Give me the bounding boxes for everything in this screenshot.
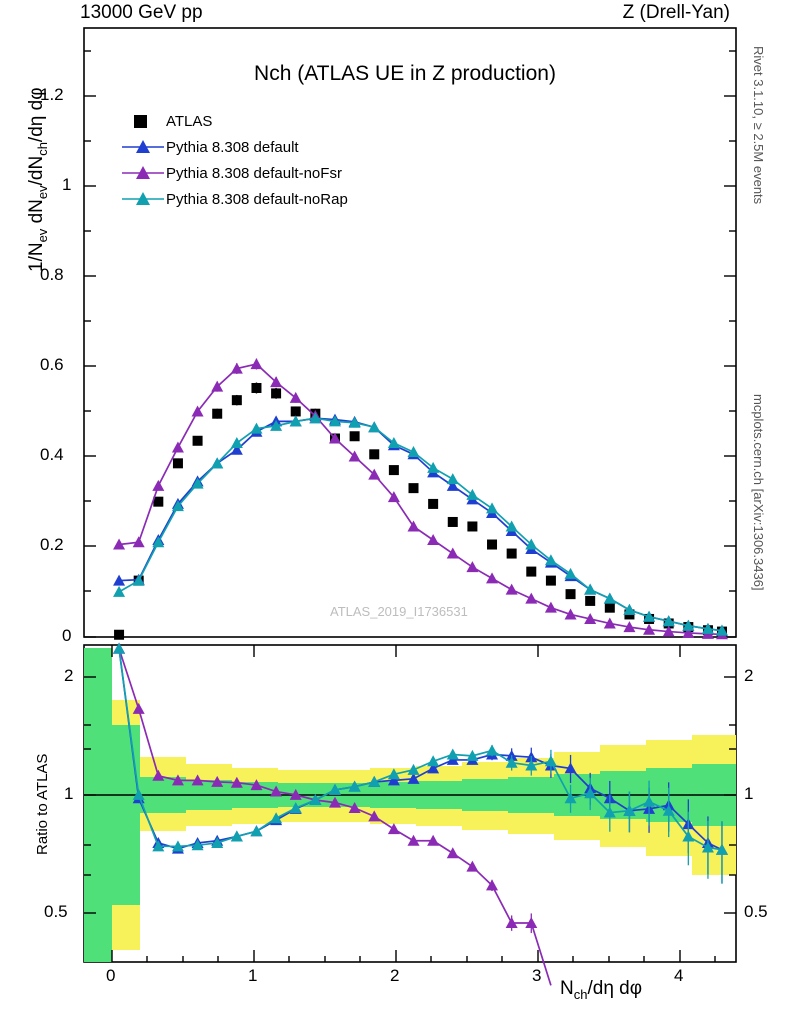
xtick-3: 3 [532,966,542,985]
xtick-4: 4 [674,966,684,985]
side-note-top: Rivet 3.1.10, ≥ 2.5M events [751,46,766,205]
legend-marker-triangle-purple [120,163,166,183]
legend-label-3: Pythia 8.308 default-noRap [166,190,348,208]
legend-entry-3 [120,186,348,212]
ratio-ylabel: Ratio to ATLAS [34,753,51,855]
main-ytick-1: 1 [62,175,72,194]
ratio-ytick-1-right: 1 [744,784,754,803]
legend [120,108,348,212]
main-ytick-0: 0 [62,626,72,645]
main-ytick-1-2: 1.2 [40,85,64,104]
header-left: 13000 GeV pp [80,2,203,23]
legend-marker-triangle-teal [120,189,166,209]
legend-label-0: ATLAS [166,112,213,130]
ratio-ytick-0-5-right: 0.5 [744,902,768,921]
legend-entry-1 [120,134,348,160]
xtick-1: 1 [248,966,258,985]
dataset-watermark: ATLAS_2019_I1736531 [330,604,468,619]
ratio-ytick-1-left: 1 [64,784,74,803]
side-note-middle: mcplots.cern.ch [arXiv:1306.3436] [751,394,766,591]
x-axis-label: $N_{ch}/d\eta$ dφ [560,978,643,1002]
title-nch: Nch (ATLAS UE in Z production) [254,62,556,85]
header-right: Z (Drell-Yan) [622,2,730,23]
ratio-ytick-2-right: 2 [744,666,754,685]
main-ytick-0-6: 0.6 [40,355,64,374]
legend-entry-0 [120,108,348,134]
main-ylabel: $1/N_{ev}$ $dN_{ev}/dN_{ch}/d\eta$ dφ [26,87,50,272]
ratio-ytick-2-left: 2 [64,666,74,685]
ratio-outer-band [84,648,736,962]
xtick-0: 0 [106,966,116,985]
main-ytick-0-8: 0.8 [40,265,64,284]
legend-marker-square [120,111,166,131]
main-plot-title [80,62,730,86]
ratio-ytick-0-5-left: 0.5 [44,902,68,921]
main-ytick-0-2: 0.2 [40,535,64,554]
main-ytick-0-4: 0.4 [40,445,64,464]
legend-marker-triangle-blue [120,137,166,157]
xtick-2: 2 [390,966,400,985]
ratio-inner-band [84,648,736,962]
legend-entry-2 [120,160,348,186]
legend-label-2: Pythia 8.308 default-noFsr [166,164,342,182]
legend-label-1: Pythia 8.308 default [166,138,299,156]
